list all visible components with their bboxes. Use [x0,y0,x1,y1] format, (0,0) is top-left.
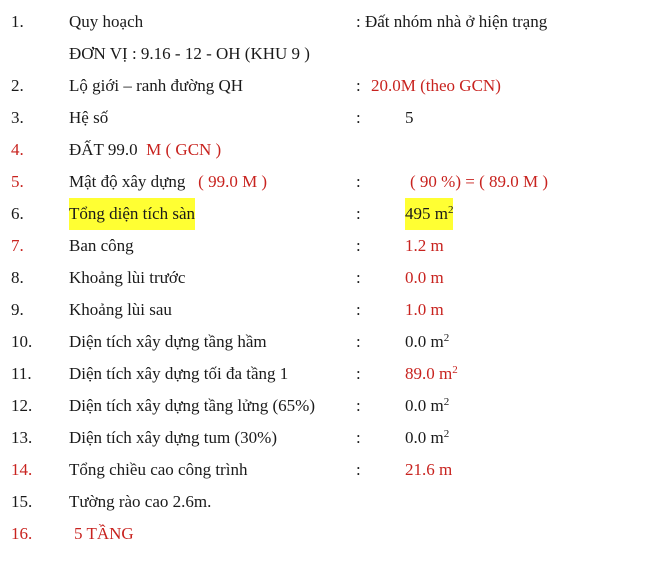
item-value: 21.6 m [405,460,453,479]
item-number: 10. [11,332,33,351]
item-label: Ban công [69,236,134,255]
item-label [69,134,221,166]
value-text: 495 m [405,204,448,223]
item-colon: : [356,172,361,191]
item-label: Quy hoạch [69,12,144,31]
row-13 [0,422,666,454]
item-colon: : [356,396,361,415]
item-value [405,390,449,422]
row-4 [0,134,666,166]
value-text: 0.0 m [405,428,444,447]
item-number: 15. [11,492,33,511]
item-label: Diện tích xây dựng tầng lửng (65%) [69,396,315,415]
item-label-red: ( 99.0 M ) [198,172,268,191]
item-value: : Đất nhóm nhà ở hiện trạng [356,12,548,31]
row-2 [0,70,666,102]
item-colon: : [356,364,361,383]
item-colon: : [356,428,361,447]
item-number: 8. [11,268,24,287]
item-colon: : [356,204,361,223]
item-colon: : [356,460,361,479]
item-value: 1.2 m [405,236,444,255]
item-value: 1.0 m [405,300,444,319]
superscript: 2 [452,364,458,376]
item-number: 14. [11,460,33,479]
item-number: 3. [11,108,24,127]
item-label: Khoảng lùi sau [69,300,172,319]
item-colon: : [356,332,361,351]
item-value: 20.0M (theo GCN) [371,76,501,95]
value-text: 89.0 m [405,364,453,383]
item-colon: : [356,300,361,319]
row-1 [0,6,666,38]
superscript: 2 [443,428,450,440]
row-7 [0,230,666,262]
item-value: 0.0 m [405,268,444,287]
item-label: Khoảng lùi trước [69,268,186,287]
item-value-highlighted [405,198,453,230]
item-label: Hệ số [69,108,109,127]
item-number: 4. [11,140,24,159]
row-1-subline [0,38,666,70]
row-15 [0,486,666,518]
row-8 [0,262,666,294]
item-colon: : [356,108,361,127]
item-label [69,166,267,198]
item-label: Diện tích xây dựng tum (30%) [69,428,277,447]
row-9 [0,294,666,326]
superscript: 2 [443,332,450,344]
item-value [405,326,449,358]
item-colon: : [356,236,361,255]
item-number: 6. [11,204,24,223]
superscript: 2 [447,204,454,216]
item-label: Diện tích xây dựng tầng hầm [69,332,267,351]
superscript: 2 [443,396,450,408]
item-value: 5 [405,108,414,127]
item-label: Diện tích xây dựng tối đa tầng 1 [69,364,289,383]
item-number: 13. [11,428,33,447]
item-number: 1. [11,12,24,31]
row-12 [0,390,666,422]
item-value [405,422,449,454]
row-3 [0,102,666,134]
row-10 [0,326,666,358]
value-text: 0.0 m [405,396,444,415]
item-colon: : [356,268,361,287]
value-text: 0.0 m [405,332,444,351]
row-5 [0,166,666,198]
item-value [405,358,458,390]
item-label: Tường rào cao 2.6m. [69,492,212,511]
item-colon: : [356,76,361,95]
item-number: 9. [11,300,24,319]
item-value: ( 90 %) = ( 89.0 M ) [410,172,549,191]
item-label: Tổng chiều cao công trình [69,460,248,479]
item-number: 12. [11,396,33,415]
item-number: 2. [11,76,24,95]
item-number: 7. [11,236,24,255]
row-16 [0,518,666,550]
item-number: 5. [11,172,24,191]
item-label-main: Mật độ xây dựng [69,172,186,191]
item-label: Lộ giới – ranh đường QH [69,76,244,95]
row-11 [0,358,666,390]
item-label-highlighted: Tổng diện tích sàn [69,198,195,230]
item-label-red: M ( GCN ) [146,140,222,159]
zone-code: ĐƠN VỊ : 9.16 - 12 - OH (KHU 9 ) [69,44,310,63]
item-number: 11. [11,364,32,383]
row-14 [0,454,666,486]
item-label-main: ĐẤT 99.0 [69,140,138,159]
item-label: 5 TẦNG [74,524,134,543]
item-number: 16. [11,524,33,543]
row-6 [0,198,666,230]
